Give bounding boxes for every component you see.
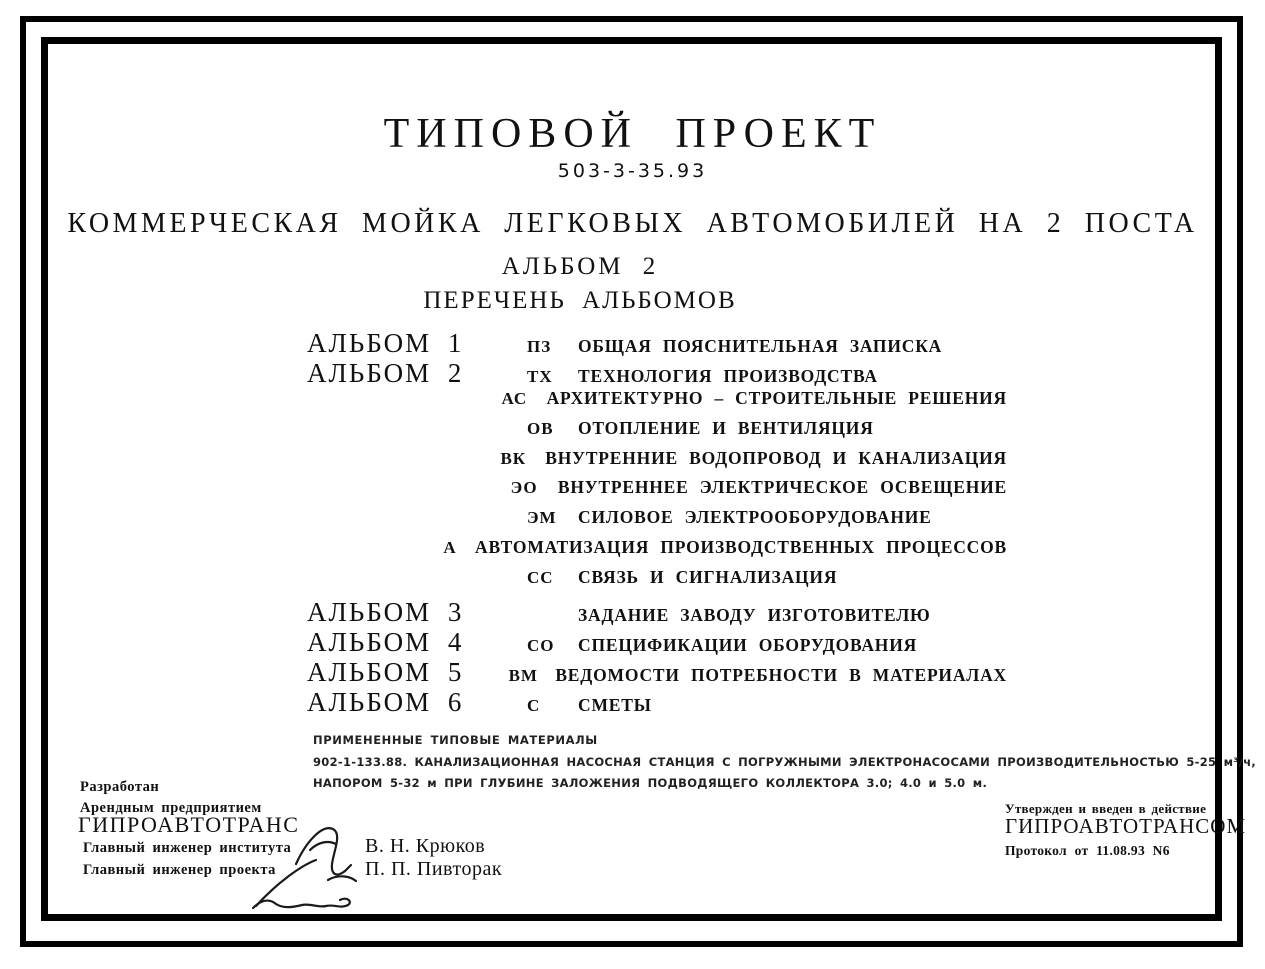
chief-engineer-project-label: Главный инженер проекта <box>83 862 276 878</box>
album-row <box>307 388 1007 418</box>
developed-label: Разработан <box>80 779 160 795</box>
album-row <box>307 597 1007 627</box>
album-description: ВНУТРЕННЕЕ ЭЛЕКТРИЧЕСКОЕ ОСВЕЩЕНИЕ <box>557 477 1007 498</box>
album-description: СПЕЦИФИКАЦИИ ОБОРУДОВАНИЯ <box>578 634 918 655</box>
albums-list-heading: ПЕРЕЧЕНЬ АЛЬБОМОВ <box>423 287 737 314</box>
signature-institute <box>296 828 356 881</box>
note-heading: ПРИМЕНЕННЫЕ ТИПОВЫЕ МАТЕРИАЛЫ <box>313 733 598 747</box>
album-description: ОТОПЛЕНИЕ И ВЕНТИЛЯЦИЯ <box>578 417 874 438</box>
album-description: СВЯЗЬ И СИГНАЛИЗАЦИЯ <box>578 567 838 588</box>
album-row <box>307 657 1007 687</box>
signatory-name-project: П. П. Пивторак <box>365 858 503 880</box>
album-description: ВЕДОМОСТИ ПОТРЕБНОСТИ В МАТЕРИАЛАХ <box>555 664 1007 685</box>
album-code: СО <box>527 635 555 655</box>
album-code: ОВ <box>527 418 554 438</box>
album-row <box>307 567 1007 597</box>
album-description: СМЕТЫ <box>578 694 652 715</box>
album-row <box>307 537 1007 567</box>
album-row <box>307 627 1007 657</box>
approval-protocol: Протокол от 11.08.93 N6 <box>1005 843 1170 858</box>
album-description: ТЕХНОЛОГИЯ ПРОИЗВОДСТВА <box>578 365 878 386</box>
note-line-2: НАПОРОМ 5-32 м ПРИ ГЛУБИНЕ ЗАЛОЖЕНИЯ ПОДВОДЯЩЕГО КОЛЛЕКТОРА 3.0; 4.0 и 5.0 м. <box>313 776 988 790</box>
album-code: С <box>527 695 541 715</box>
album-name: АЛЬБОМ 3 <box>307 597 464 628</box>
album-name: АЛЬБОМ 2 <box>307 357 464 388</box>
album-code: А <box>443 538 457 558</box>
album-name: АЛЬБОМ 6 <box>307 686 464 717</box>
album-code: ЭО <box>510 478 538 498</box>
album-description: СИЛОВОЕ ЭЛЕКТРООБОРУДОВАНИЕ <box>578 507 932 528</box>
album-row <box>307 687 1007 717</box>
album-name: АЛЬБОМ 1 <box>307 328 464 358</box>
album-description: ЗАДАНИЕ ЗАВОДУ ИЗГОТОВИТЕЛЮ <box>578 605 931 626</box>
handwritten-signatures <box>248 816 373 911</box>
chief-engineer-institute-label: Главный инженер института <box>83 840 292 856</box>
signatory-name-institute: В. Н. Крюков <box>365 835 486 857</box>
album-code: ВК <box>500 448 527 468</box>
project-code: 503-3-35.93 <box>557 160 708 182</box>
album-description: АВТОМАТИЗАЦИЯ ПРОИЗВОДСТВЕННЫХ ПРОЦЕССОВ <box>475 537 1007 558</box>
signature-project <box>253 860 350 908</box>
album-code: ЭМ <box>527 508 557 528</box>
album-code: АС <box>501 388 528 408</box>
album-row <box>307 328 1007 358</box>
album-row <box>307 418 1007 448</box>
developer-org-type: Арендным предприятием <box>80 800 262 816</box>
album-code: СС <box>527 568 554 588</box>
album-code: ПЗ <box>527 337 552 356</box>
album-heading: АЛЬБОМ 2 <box>501 253 659 280</box>
album-description: ОБЩАЯ ПОЯСНИТЕЛЬНАЯ ЗАПИСКА <box>578 336 943 356</box>
document-title: ТИПОВОЙ ПРОЕКТ <box>383 111 882 157</box>
album-row <box>307 358 1007 388</box>
album-name: АЛЬБОМ 4 <box>307 626 464 657</box>
album-description: АРХИТЕКТУРНО – СТРОИТЕЛЬНЫЕ РЕШЕНИЯ <box>546 387 1007 408</box>
album-code: ТХ <box>527 366 553 386</box>
approved-label: Утвержден и введен в действие <box>1005 801 1207 816</box>
album-description: ВНУТРЕННИЕ ВОДОПРОВОД И КАНАЛИЗАЦИЯ <box>545 447 1007 468</box>
album-row <box>307 507 1007 537</box>
document-subtitle: КОММЕРЧЕСКАЯ МОЙКА ЛЕГКОВЫХ АВТОМОБИЛЕЙ НА 2 ПОСТА <box>67 208 1198 239</box>
applied-materials-note <box>313 733 1256 797</box>
album-row <box>307 477 1007 507</box>
album-name: АЛЬБОМ 5 <box>307 656 464 687</box>
album-list <box>307 328 1007 717</box>
album-row <box>307 448 1007 478</box>
approver-org-name: ГИПРОАВТОТРАНСОМ <box>1005 814 1247 838</box>
note-line-1: 902-1-133.88. КАНАЛИЗАЦИОННАЯ НАСОСНАЯ СТАНЦИЯ С ПОГРУЖНЫМИ ЭЛЕКТРОНАСОСАМИ ПРОИЗВОДИТЕЛЬНОСТЬЮ 5-25 м³/ч, <box>313 755 1257 769</box>
developer-org-name: ГИПРОАВТОТРАНС <box>78 812 300 837</box>
album-code: ВМ <box>508 665 538 685</box>
